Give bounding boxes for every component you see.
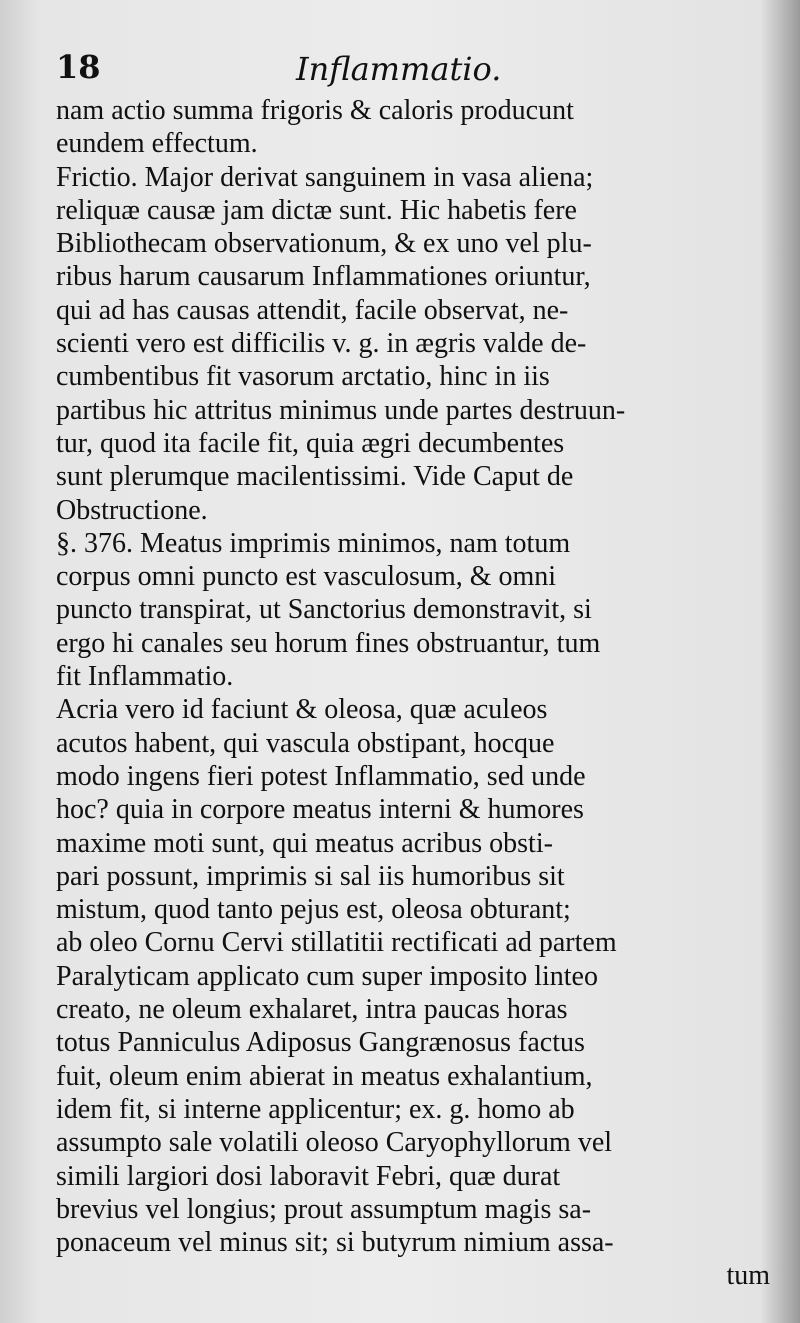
text-line: assumpto sale volatili oleoso Caryophyllorum vel	[56, 1127, 613, 1159]
text-line: ergo hi canales seu horum fines obstruantur, tum	[56, 627, 601, 659]
text-line: Bibliothecam observationum, & ex uno vel plu-	[56, 228, 592, 260]
text-line: simili largiori dosi laboravit Febri, quæ durat	[56, 1160, 561, 1192]
text-line: Frictio. Major derivat sanguinem in vasa aliena;	[56, 161, 594, 193]
text-line: sunt plerumque macilentissimi. Vide Caput de	[56, 461, 574, 493]
text-line: cumbentibus fit vasorum arctatio, hinc in iis	[56, 361, 550, 393]
text-line: eundem effectum.	[56, 128, 258, 160]
text-line: Acria vero id faciunt & oleosa, quæ aculeos	[56, 694, 548, 726]
body-text	[56, 94, 770, 1293]
text-line: qui ad has causas attendit, facile observat, ne-	[56, 294, 569, 326]
page-number: 18	[56, 48, 101, 86]
text-line: hoc? quia in corpore meatus interni & humores	[56, 794, 584, 826]
text-line: creato, ne oleum exhalaret, intra paucas horas	[56, 994, 568, 1026]
page-header	[56, 48, 770, 94]
text-line: fit Inflammatio.	[56, 661, 234, 693]
text-line: brevius vel longius; prout assumptum magis sa-	[56, 1193, 592, 1225]
text-line: ab oleo Cornu Cervi stillatitii rectificati ad partem	[56, 927, 617, 959]
catchword: tum	[726, 1260, 770, 1292]
text-line: puncto transpirat, ut Sanctorius demonstravit, si	[56, 594, 592, 626]
text-line: Paralyticam applicato cum super imposito linteo	[56, 960, 598, 992]
text-line: totus Panniculus Adiposus Gangrænosus factus	[56, 1027, 585, 1059]
text-line: maxime moti sunt, qui meatus acribus obsti-	[56, 827, 553, 859]
text-line: modo ingens fieri potest Inflammatio, sed unde	[56, 760, 586, 792]
text-line: tur, quod ita facile fit, quia ægri decumbentes	[56, 427, 565, 459]
text-line: ribus harum causarum Inflammationes oriuntur,	[56, 261, 591, 293]
text-line: Obstructione.	[56, 494, 208, 526]
text-line: pari possunt, imprimis si sal iis humoribus sit	[56, 860, 565, 892]
text-line: reliquæ causæ jam dictæ sunt. Hic habetis fere	[56, 194, 577, 226]
text-line: §. 376. Meatus imprimis minimos, nam totum	[56, 527, 571, 559]
text-line: acutos habent, qui vascula obstipant, hocque	[56, 727, 555, 759]
text-line: scienti vero est difficilis v. g. in ægris valde de-	[56, 328, 587, 360]
running-head: Inflammatio.	[296, 50, 502, 88]
text-line: partibus hic attritus minimus unde partes destruun-	[56, 394, 626, 426]
text-line: ponaceum vel minus sit; si butyrum nimium assa-	[56, 1227, 614, 1259]
text-line: nam actio summa frigoris & caloris producunt	[56, 95, 574, 126]
text-line: idem fit, si interne applicentur; ex. g. homo ab	[56, 1093, 575, 1125]
text-line: mistum, quod tanto pejus est, oleosa obturant;	[56, 894, 571, 926]
text-line: fuit, oleum enim abierat in meatus exhalantium,	[56, 1060, 593, 1092]
text-line: corpus omni puncto est vasculosum, & omni	[56, 561, 557, 593]
